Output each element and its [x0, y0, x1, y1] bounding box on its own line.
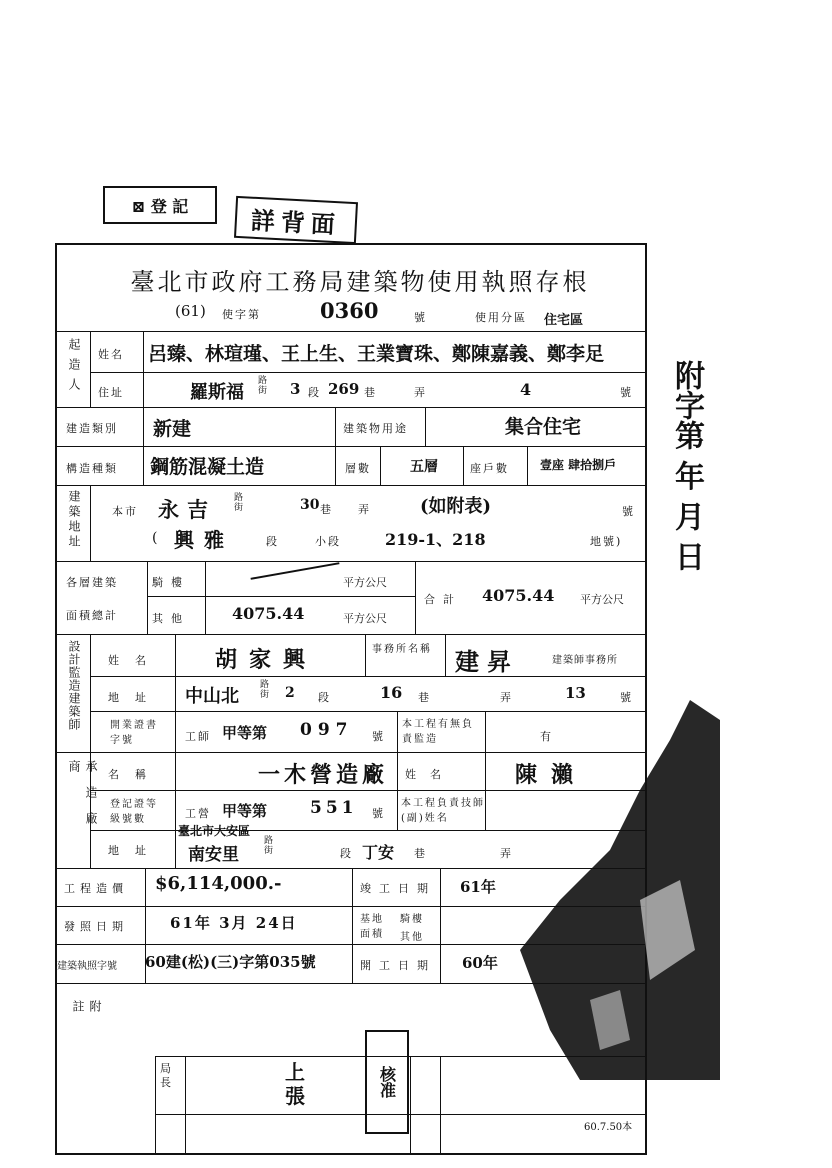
contractor-reg-label: 登記證等級號數 [110, 799, 158, 825]
builder-number: 4 [520, 380, 532, 399]
architect-office-value: 建昇 [455, 647, 519, 676]
architect-lane-word: 巷 [418, 691, 431, 704]
contractor-tech-label: 本工程負責技師(副)姓名 [401, 798, 485, 824]
architect-name-value: 胡家興 [215, 647, 318, 673]
area-other-label: 其他 [152, 612, 190, 625]
license-number: 0360 [320, 298, 379, 323]
site-section-label: 建築地址 [67, 490, 81, 550]
builder-address-road: 羅斯福 [190, 382, 244, 403]
architect-cert-value: 甲等第 [222, 724, 268, 742]
builder-sec-word: 段 [308, 386, 321, 399]
form-footer: 60.7.50本 [584, 1122, 633, 1133]
contractor-reg-value: 甲等第 [222, 802, 268, 820]
architect-cert-number: 097 [300, 720, 354, 740]
zone-value: 住宅區 [544, 313, 584, 328]
license-prefix: 使字第 [222, 308, 261, 321]
contractor-lane-word: 巷 [414, 847, 427, 860]
site-alley-word: 弄 [358, 503, 371, 516]
cost-value: $6,114,000.- [155, 873, 282, 894]
start-label: 開工日期 [360, 959, 436, 972]
architect-supervise-label: 本工程有無負責監造 [402, 719, 474, 745]
license-year: (61) [175, 302, 206, 320]
contractor-road-word: 路街 [264, 836, 274, 856]
site-number-word: 號 [622, 505, 635, 518]
architect-number: 13 [565, 684, 586, 702]
site-lot-section-word: 段 [266, 535, 279, 548]
contractor-lane: 丁安 [362, 843, 395, 862]
builder-names: 呂臻、林瑄瑾、王上生、王業寶珠、鄭陳嘉義、鄭李足 [148, 343, 605, 365]
builder-address-label: 住址 [98, 386, 124, 399]
area-label-bottom: 面積總計 [66, 609, 118, 622]
finish-value: 61年 [460, 878, 496, 896]
contractor-reg-number: 551 [310, 798, 358, 818]
site-lot-subsection: 小段 [315, 535, 341, 548]
site-lot-section: 興雅 [174, 528, 234, 552]
contractor-section-label: 承造廠商 [67, 760, 98, 838]
site-lot-numbers: 219-1、218 [385, 530, 486, 549]
use-label: 建築物用途 [343, 422, 408, 435]
architect-road-word: 路街 [260, 680, 270, 700]
architect-cert-label: 開業證書字號 [110, 720, 158, 746]
contractor-name-label: 名稱 [108, 768, 162, 781]
builder-alley-word: 弄 [414, 386, 427, 399]
builder-number-word: 號 [620, 386, 633, 399]
form-title: 臺北市政府工務局建築物使用執照存根 [130, 268, 590, 296]
contractor-person-label: 姓名 [405, 768, 455, 781]
architect-cert-word: 號 [372, 730, 385, 743]
floors-value: 五層 [410, 459, 438, 475]
site-lot-word: 地號) [590, 535, 623, 548]
structure-label: 構造種類 [66, 462, 118, 475]
builder-name-label: 姓名 [98, 348, 124, 361]
area-total-value: 4075.44 [482, 586, 555, 605]
contractor-alley-word: 弄 [500, 847, 513, 860]
site-city: 本市 [112, 505, 138, 518]
builder-lane-word: 巷 [364, 386, 377, 399]
contractor-name-value: 一木營造廠 [258, 762, 389, 788]
architect-sec-word: 段 [318, 691, 331, 704]
area-total-label: 合計 [424, 593, 462, 606]
area-other-unit: 平方公尺 [343, 612, 387, 625]
site-lane: 30 [300, 497, 320, 513]
architect-supervise-value: 有 [540, 730, 553, 743]
architect-section-label: 設計監造建築師 [67, 640, 81, 731]
site-lot-open: ( [152, 530, 158, 546]
floors-label: 層數 [345, 462, 371, 475]
finish-label: 竣工日期 [360, 882, 436, 895]
start-value: 60年 [462, 954, 498, 972]
ink-blot [520, 700, 720, 1080]
contractor-address-li: 南安里 [188, 845, 239, 865]
builder-section-label: 起造人 [67, 338, 81, 398]
contractor-reg-word: 號 [372, 807, 385, 820]
remarks-label: 附註 [71, 1000, 102, 1082]
architect-name-label: 姓名 [108, 654, 162, 667]
area-other-value: 4075.44 [232, 604, 305, 623]
issue-value: 61年 3月 24日 [170, 914, 298, 932]
area-annex-unit: 平方公尺 [343, 576, 387, 589]
households-label: 座戶數 [470, 462, 509, 475]
architect-office-label: 事務所名稱 [372, 644, 432, 655]
structure-value: 鋼筋混凝土造 [150, 456, 265, 478]
site-road: 永吉 [158, 497, 216, 522]
contractor-address-label: 地址 [108, 844, 162, 857]
approval-stamp: 核准 [365, 1030, 409, 1134]
architect-address-road: 中山北 [185, 686, 239, 707]
area-label-top: 各層建築 [66, 576, 118, 589]
architect-office-suffix: 建築師事務所 [552, 655, 618, 666]
base-area-annex: 騎樓 [400, 914, 424, 925]
registered-stamp: ⊠ 登 記 [103, 186, 217, 224]
reviewer-label: 局長 [160, 1062, 173, 1089]
permit-value: 60建(松)(三)字第035號 [145, 953, 316, 971]
builder-address-sec: 3 [290, 380, 301, 398]
license-number-suffix: 號 [414, 311, 427, 324]
edge-text: 附字第 年 月 日 [669, 360, 704, 572]
builder-lane: 269 [328, 380, 360, 398]
site-alley-note: (如附表) [420, 496, 492, 517]
zone-label: 使用分區 [475, 311, 527, 324]
contractor-address-stamp: 臺北市大安區 [178, 824, 251, 838]
area-annex-label: 騎樓 [152, 576, 190, 589]
use-value: 集合住宅 [505, 416, 582, 438]
site-lane-word: 巷 [320, 503, 333, 516]
cost-label: 工程造價 [64, 882, 128, 895]
architect-alley-word: 弄 [500, 691, 513, 704]
architect-address-label: 地址 [108, 691, 162, 704]
remarks-signatures: 上張 [285, 1060, 305, 1108]
households-value: 壹座 肆拾捌戶 [540, 458, 617, 472]
builder-road-word: 路街 [258, 376, 268, 396]
contractor-person-value: 陳瀨 [515, 762, 588, 788]
see-back-stamp: 詳背面 [234, 196, 358, 244]
architect-cert-prefix: 工師 [185, 730, 211, 743]
permit-label: 建築執照字號 [57, 961, 117, 972]
category-value: 新建 [153, 418, 192, 440]
contractor-sec-word: 段 [340, 847, 353, 860]
contractor-reg-prefix: 工營 [185, 807, 211, 820]
base-area-label: 基地面積 [360, 914, 384, 940]
area-total-unit: 平方公尺 [580, 593, 624, 606]
category-label: 建造類別 [66, 422, 118, 435]
architect-lane: 16 [380, 683, 403, 702]
issue-label: 發照日期 [64, 920, 128, 933]
architect-number-word: 號 [620, 691, 633, 704]
site-road-word: 路街 [234, 493, 244, 513]
base-area-other: 其他 [400, 932, 424, 943]
architect-address-sec: 2 [285, 685, 295, 701]
